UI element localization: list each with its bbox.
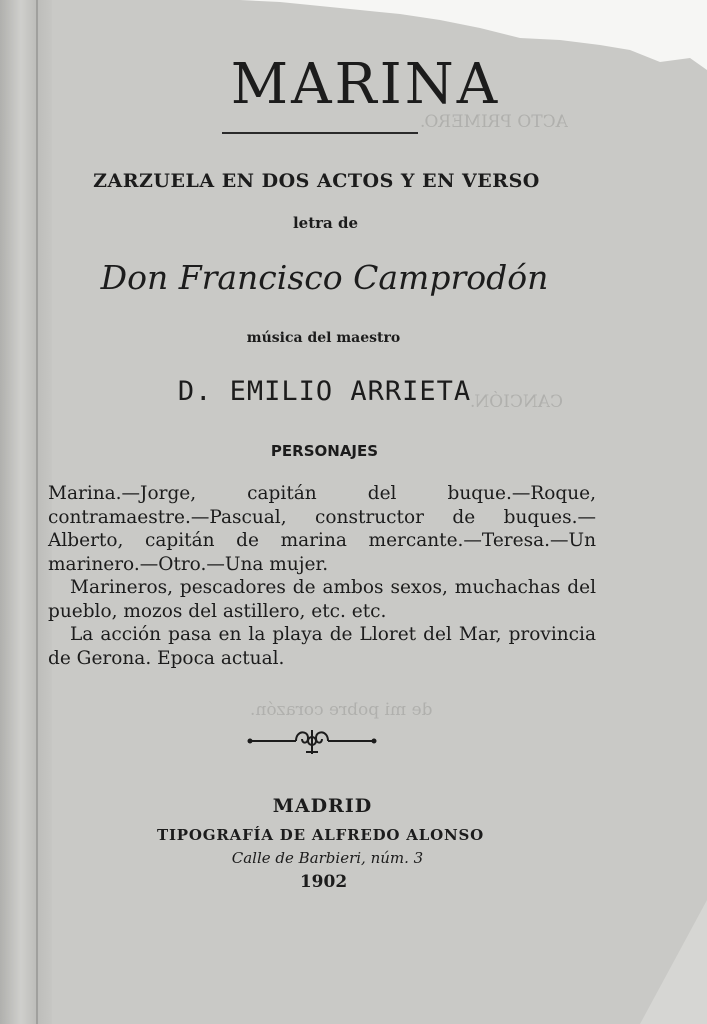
publication-place: MADRID bbox=[272, 795, 373, 817]
printer-address: Calle de Barbieri, núm. 3 bbox=[231, 849, 424, 867]
music-by-label: música del maestro bbox=[246, 330, 401, 346]
composer-name: D. EMILIO ARRIETA bbox=[177, 376, 472, 407]
title-rule bbox=[222, 132, 418, 134]
work-subtitle: ZARZUELA EN DOS ACTOS Y EN VERSO bbox=[93, 170, 540, 192]
bleed-through-text: CANCIÓN. bbox=[470, 392, 564, 412]
bleed-through-text: de mi pobre corazón. bbox=[250, 700, 433, 720]
book-spine bbox=[0, 0, 52, 1024]
printer-name: TIPOGRAFÍA DE ALFREDO ALONSO bbox=[157, 826, 484, 844]
author-name: Don Francisco Camprodón bbox=[100, 258, 549, 297]
page-title: MARINA bbox=[230, 52, 501, 117]
setting-paragraph: La acción pasa en la playa de Lloret del Mar, provincia de Gerona. Epoca actual. bbox=[48, 624, 596, 669]
cast-paragraph: Marina.—Jorge, capitán del buque.—Roque, contramaestre.—Pascual, constructor de buques.—Alberto, capitán de marina mercante.—Teresa.—Un marinero.—Otro.—Una mujer. bbox=[48, 483, 596, 575]
lyrics-by-label: letra de bbox=[292, 214, 359, 232]
cast-list bbox=[48, 482, 596, 670]
spine-crease bbox=[36, 0, 38, 1024]
ornament-divider bbox=[246, 724, 378, 758]
cast-heading: PERSONAJES bbox=[270, 442, 379, 460]
bleed-through-text: ACTO PRIMERO. bbox=[420, 112, 568, 132]
cast-paragraph: Marineros, pescadores de ambos sexos, muchachas del pueblo, mozos del astillero, etc. etc. bbox=[48, 577, 596, 622]
publication-year: 1902 bbox=[299, 872, 348, 892]
